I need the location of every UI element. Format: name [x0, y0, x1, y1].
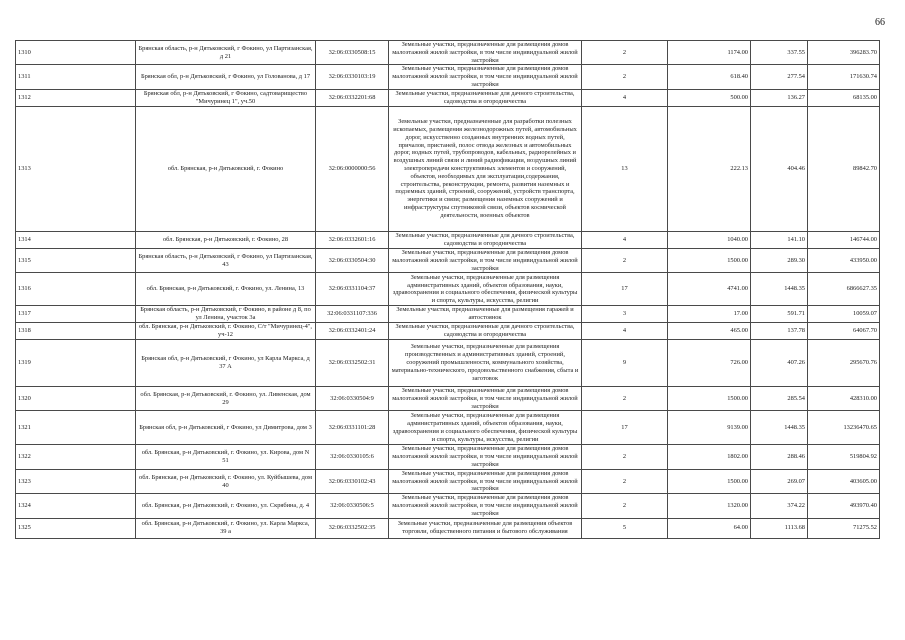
permitted-use-cell: Земельные участки, предназначенные для размещения домов малоэтажной жилой застройки, в том числе индивидуальной жилой застройки — [389, 386, 582, 410]
cadastral-cost-cell: 519804.92 — [808, 445, 880, 469]
cadastral-number-cell: 32:06:0330504:9 — [316, 386, 389, 410]
permitted-use-cell: Земельные участки, предназначенные для размещения домов малоэтажной жилой застройки, в том числе индивидуальной жилой застройки — [389, 41, 582, 65]
specific-cadastral-value-cell: 269.07 — [751, 469, 808, 493]
table-row — [16, 518, 880, 538]
row-number-cell: 1312 — [16, 89, 136, 106]
plot-area-cell: 1500.00 — [668, 386, 751, 410]
registry-body — [16, 41, 880, 539]
row-number-cell: 1324 — [16, 494, 136, 518]
specific-cadastral-value-cell: 591.71 — [751, 306, 808, 323]
use-group-code-cell: 2 — [582, 65, 668, 89]
cadastral-cost-cell: 295670.76 — [808, 339, 880, 386]
cadastral-cost-cell: 68135.00 — [808, 89, 880, 106]
specific-cadastral-value-cell: 1448.35 — [751, 411, 808, 445]
cadastral-number-cell: 32:06:0330103:19 — [316, 65, 389, 89]
use-group-code-cell: 2 — [582, 494, 668, 518]
table-row — [16, 273, 880, 306]
cadastral-number-cell: 32:06:0332201:68 — [316, 89, 389, 106]
plot-address-cell: Брянская обл, р-н Дятьковский, г Фокино, садтоварищество "Мичуринец 1", уч.50 — [136, 89, 316, 106]
specific-cadastral-value-cell: 337.55 — [751, 41, 808, 65]
use-group-code-cell: 2 — [582, 41, 668, 65]
permitted-use-cell: Земельные участки, предназначенные для размещения домов малоэтажной жилой застройки, в том числе индивидуальной жилой застройки — [389, 494, 582, 518]
row-number-cell: 1311 — [16, 65, 136, 89]
row-number-cell: 1316 — [16, 273, 136, 306]
permitted-use-cell: Земельные участки, предназначенные для дачного строительства, садоводства и огородничества — [389, 322, 582, 339]
plot-area-cell: 1802.00 — [668, 445, 751, 469]
plot-address-cell: Брянская обл, р-н Дятьковский, г Фокино, ул Димитрова, дом 3 — [136, 411, 316, 445]
table-row — [16, 306, 880, 323]
table-row — [16, 469, 880, 493]
permitted-use-cell: Земельные участки, предназначенные для разработки полезных ископаемых, размещения железнодорожных путей, автомобильных дорог, искусственно созданных внутренних водных путей, причалов, пристаней, полос отвода железных и автомобильных дорог, водных путей, трубопроводов, кабельных, радиорелейных и воздушных линий связи и линий радиофикации, воздушных линий электропередачи конструктивных элементов и сооружений, объектов, необходимых для эксплуатации,содержания, строительства, реконструкции, ремонта, развития наземных и подземных зданий, строений, сооружений, устройств транспорта, энергетики и связи; размещения наземных сооружений и инфраструктуры спутниковой связи, объектов космической деятельности, военных объектов — [389, 106, 582, 231]
table-row — [16, 445, 880, 469]
cadastral-number-cell: 32:06:0331104:37 — [316, 273, 389, 306]
specific-cadastral-value-cell: 407.26 — [751, 339, 808, 386]
permitted-use-cell: Земельные участки, предназначенные для дачного строительства, садоводства и огородничества — [389, 89, 582, 106]
plot-address-cell: Брянская область, р-н Дятьковский, г Фокино, ул Партизанская, д 21 — [136, 41, 316, 65]
specific-cadastral-value-cell: 137.78 — [751, 322, 808, 339]
cadastral-cost-cell: 89842.70 — [808, 106, 880, 231]
specific-cadastral-value-cell: 289.30 — [751, 248, 808, 272]
cadastral-number-cell: 32:06:0332502:35 — [316, 518, 389, 538]
specific-cadastral-value-cell: 1113.68 — [751, 518, 808, 538]
use-group-code-cell: 4 — [582, 231, 668, 248]
permitted-use-cell: Земельные участки, предназначенные для размещения производственных и административных зданий, строений, сооружений промышленности, коммунального хозяйства, материально-технического, продовольственного снабжения, сбыта и заготовок — [389, 339, 582, 386]
cadastral-cost-cell: 6866627.35 — [808, 273, 880, 306]
cadastral-number-cell: 32:06:0330504:30 — [316, 248, 389, 272]
plot-address-cell: обл. Брянская, р-н Дятьковский, г. Фокино, ул. Ленина, 13 — [136, 273, 316, 306]
cadastral-cost-cell: 10059.07 — [808, 306, 880, 323]
use-group-code-cell: 17 — [582, 411, 668, 445]
plot-address-cell: обл. Брянская, р-н Дятьковский, г. Фокино, 28 — [136, 231, 316, 248]
land-plot-registry-table — [15, 40, 880, 539]
table-row — [16, 386, 880, 410]
row-number-cell: 1317 — [16, 306, 136, 323]
use-group-code-cell: 2 — [582, 248, 668, 272]
table-row — [16, 339, 880, 386]
row-number-cell: 1319 — [16, 339, 136, 386]
cadastral-cost-cell: 396283.70 — [808, 41, 880, 65]
plot-address-cell: обл. Брянская, р-н Дятьковский, г. Фокино, ул. Ливенская, дом 29 — [136, 386, 316, 410]
cadastral-number-cell: 32:06:0331107:336 — [316, 306, 389, 323]
plot-address-cell: Брянская обл, р-н Дятьковский, г Фокино, ул Голованова, д 17 — [136, 65, 316, 89]
plot-area-cell: 1500.00 — [668, 248, 751, 272]
cadastral-cost-cell: 433950.00 — [808, 248, 880, 272]
cadastral-number-cell: 32:06:0332502:31 — [316, 339, 389, 386]
permitted-use-cell: Земельные участки, предназначенные для размещения домов малоэтажной жилой застройки, в том числе индивидуальной жилой застройки — [389, 445, 582, 469]
use-group-code-cell: 17 — [582, 273, 668, 306]
plot-address-cell: обл. Брянская, р-н Дятьковский, г. Фокино, ул. Скрябина, д. 4 — [136, 494, 316, 518]
row-number-cell: 1325 — [16, 518, 136, 538]
plot-area-cell: 465.00 — [668, 322, 751, 339]
plot-address-cell: Брянская обл, р-н Дятьковский, г Фокино, ул Карла Маркса, д 37 А — [136, 339, 316, 386]
row-number-cell: 1310 — [16, 41, 136, 65]
cadastral-number-cell: 32:06:0330105:6 — [316, 445, 389, 469]
cadastral-number-cell: 32:06:0331101:28 — [316, 411, 389, 445]
permitted-use-cell: Земельные участки, предназначенные для размещения административных зданий, объектов образования, науки, здравоохранения и социального обеспечения, физической культуры и спорта, культуры, искусства, религии — [389, 273, 582, 306]
cadastral-number-cell: 32:06:0330506:5 — [316, 494, 389, 518]
cadastral-cost-cell: 13236470.65 — [808, 411, 880, 445]
row-number-cell: 1321 — [16, 411, 136, 445]
table-row — [16, 494, 880, 518]
plot-area-cell: 1320.00 — [668, 494, 751, 518]
plot-area-cell: 17.00 — [668, 306, 751, 323]
permitted-use-cell: Земельные участки, предназначенные для размещения административных зданий, объектов образования, науки, здравоохранения и социального обеспечения, физической культуры и спорта, культуры, искусства, религии — [389, 411, 582, 445]
specific-cadastral-value-cell: 288.46 — [751, 445, 808, 469]
permitted-use-cell: Земельные участки, предназначенные для размещения домов малоэтажной жилой застройки, в том числе индивидуальной жилой застройки — [389, 65, 582, 89]
specific-cadastral-value-cell: 374.22 — [751, 494, 808, 518]
specific-cadastral-value-cell: 141.10 — [751, 231, 808, 248]
use-group-code-cell: 2 — [582, 469, 668, 493]
table-row — [16, 248, 880, 272]
plot-address-cell: обл. Брянская, р-н Дятьковский, г. Фокино, С/т "Мичуринец-4", уч-12 — [136, 322, 316, 339]
cadastral-number-cell: 32:06:0330508:15 — [316, 41, 389, 65]
cadastral-number-cell: 32:06:0332401:24 — [316, 322, 389, 339]
cadastral-cost-cell: 64067.70 — [808, 322, 880, 339]
permitted-use-cell: Земельные участки, предназначенные для размещения гаражей и автостоянок — [389, 306, 582, 323]
permitted-use-cell: Земельные участки, предназначенные для размещения домов малоэтажной жилой застройки, в том числе индивидуальной жилой застройки — [389, 248, 582, 272]
table-row — [16, 231, 880, 248]
cadastral-cost-cell: 428310.00 — [808, 386, 880, 410]
specific-cadastral-value-cell: 136.27 — [751, 89, 808, 106]
cadastral-cost-cell: 171630.74 — [808, 65, 880, 89]
table-row — [16, 89, 880, 106]
row-number-cell: 1322 — [16, 445, 136, 469]
cadastral-cost-cell: 493970.40 — [808, 494, 880, 518]
table-row — [16, 65, 880, 89]
permitted-use-cell: Земельные участки, предназначенные для размещения объектов торговли, общественного питания и бытового обслуживания — [389, 518, 582, 538]
plot-area-cell: 500.00 — [668, 89, 751, 106]
plot-area-cell: 1500.00 — [668, 469, 751, 493]
row-number-cell: 1313 — [16, 106, 136, 231]
plot-address-cell: Брянская область, р-н Дятьковский, г Фокино, ул Партизанская, 43 — [136, 248, 316, 272]
cadastral-number-cell: 32:06:0330102:43 — [316, 469, 389, 493]
use-group-code-cell: 4 — [582, 322, 668, 339]
row-number-cell: 1323 — [16, 469, 136, 493]
plot-address-cell: обл. Брянская, р-н Дятьковский, г. Фокино, ул. Куйбышева, дом 40 — [136, 469, 316, 493]
plot-address-cell: обл. Брянская, р-н Дятьковский, г. Фокино, ул. Карла Маркса, 39 а — [136, 518, 316, 538]
use-group-code-cell: 2 — [582, 445, 668, 469]
row-number-cell: 1318 — [16, 322, 136, 339]
plot-area-cell: 9139.00 — [668, 411, 751, 445]
cadastral-cost-cell: 71275.52 — [808, 518, 880, 538]
specific-cadastral-value-cell: 285.54 — [751, 386, 808, 410]
use-group-code-cell: 13 — [582, 106, 668, 231]
cadastral-number-cell: 32:06:0332601:16 — [316, 231, 389, 248]
plot-address-cell: Брянская область, р-н Дятьковский, г Фокино, в районе д 8, по ул Ленина, участок 3а — [136, 306, 316, 323]
plot-area-cell: 726.00 — [668, 339, 751, 386]
table-row — [16, 41, 880, 65]
table-row — [16, 106, 880, 231]
use-group-code-cell: 9 — [582, 339, 668, 386]
cadastral-cost-cell: 146744.00 — [808, 231, 880, 248]
permitted-use-cell: Земельные участки, предназначенные для дачного строительства, садоводства и огородничества — [389, 231, 582, 248]
use-group-code-cell: 5 — [582, 518, 668, 538]
plot-area-cell: 1174.00 — [668, 41, 751, 65]
cadastral-number-cell: 32:06:0000000:56 — [316, 106, 389, 231]
plot-area-cell: 222.13 — [668, 106, 751, 231]
table-row — [16, 322, 880, 339]
plot-address-cell: обл. Брянская, р-н Дятьковский, г. Фокино, ул. Кирова, дом N 51 — [136, 445, 316, 469]
use-group-code-cell: 3 — [582, 306, 668, 323]
specific-cadastral-value-cell: 404.46 — [751, 106, 808, 231]
use-group-code-cell: 2 — [582, 386, 668, 410]
cadastral-cost-cell: 403605.00 — [808, 469, 880, 493]
plot-address-cell: обл. Брянская, р-н Дятьковский, г. Фокино — [136, 106, 316, 231]
plot-area-cell: 1040.00 — [668, 231, 751, 248]
specific-cadastral-value-cell: 1448.35 — [751, 273, 808, 306]
table-row — [16, 411, 880, 445]
page-number: 66 — [875, 17, 885, 28]
plot-area-cell: 64.00 — [668, 518, 751, 538]
use-group-code-cell: 4 — [582, 89, 668, 106]
row-number-cell: 1314 — [16, 231, 136, 248]
permitted-use-cell: Земельные участки, предназначенные для размещения домов малоэтажной жилой застройки, в том числе индивидуальной жилой застройки — [389, 469, 582, 493]
row-number-cell: 1315 — [16, 248, 136, 272]
row-number-cell: 1320 — [16, 386, 136, 410]
specific-cadastral-value-cell: 277.54 — [751, 65, 808, 89]
plot-area-cell: 618.40 — [668, 65, 751, 89]
plot-area-cell: 4741.00 — [668, 273, 751, 306]
